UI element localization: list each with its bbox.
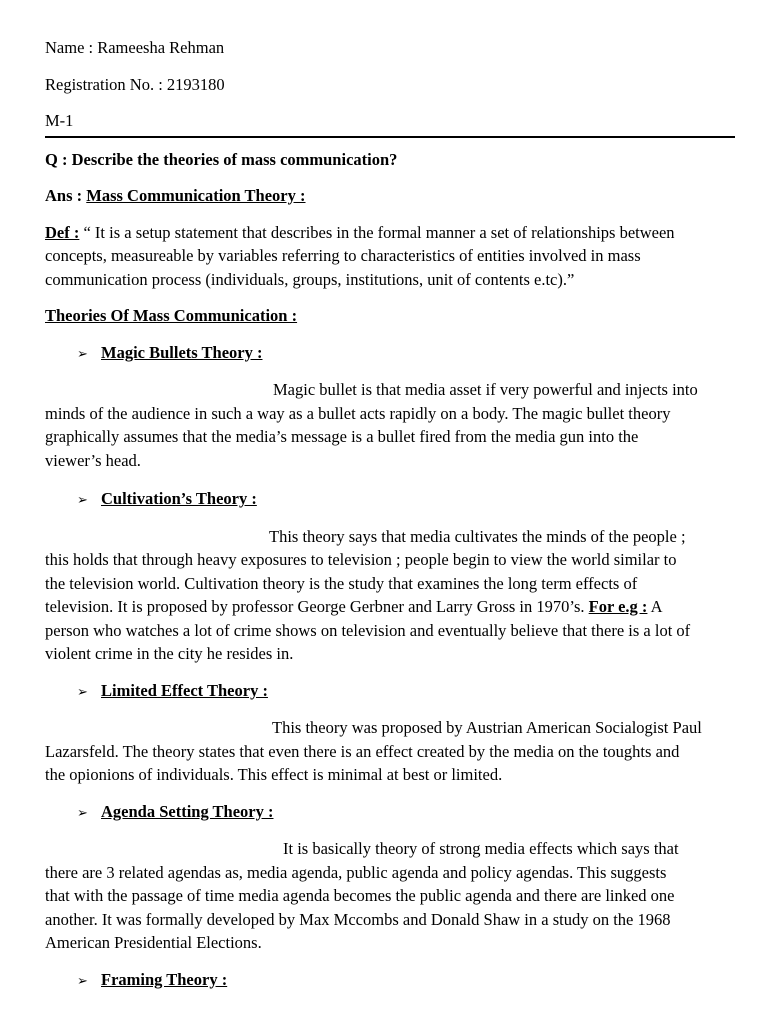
theory-body-agenda-setting (45, 837, 735, 955)
theory-heading-framing (45, 968, 735, 993)
theory-line: that with the passage of time media agenda becomes the public agenda and there are linked one (45, 886, 675, 905)
theory-line: Lazarsfeld. The theory states that even there is an effect created by the media on the toughts and (45, 741, 680, 761)
theory-line: This theory was proposed by Austrian American Socialogist Paul (272, 718, 702, 737)
theory-line: another. It was formally developed by Max Mccombs and Donald Shaw in a study on the 1968 (45, 909, 671, 929)
document-page (45, 36, 735, 992)
registration-number: Registration No. : 2193180 (45, 74, 225, 94)
student-name: Name : Rameesha Rehman (45, 38, 225, 57)
theory-line: the television world. Cultivation theory is the study that examines the long term effects of (45, 573, 638, 593)
arrow-bullet-icon: ➢ (77, 804, 88, 820)
question-heading: Q : Describe the theories of mass communication? (45, 149, 398, 169)
theory-line: American Presidential Elections. (45, 933, 262, 952)
definition-label: Def : (45, 222, 80, 242)
theory-title: Magic Bullets Theory : (101, 342, 263, 362)
theory-heading-cultivation (45, 487, 735, 512)
example-tail: A (647, 597, 663, 616)
theory-line: It is basically theory of strong media effects which says that (283, 839, 679, 858)
theory-line: this holds that through heavy exposures to television ; people begin to view the world similar to (45, 550, 677, 569)
theory-title: Framing Theory : (101, 969, 228, 989)
arrow-bullet-icon: ➢ (77, 345, 88, 361)
arrow-bullet-icon: ➢ (77, 972, 88, 988)
definition-line-2: concepts, measureable by variables referring to characteristics of entities involved in mass (45, 246, 641, 265)
theory-line: Magic bullet is that media asset if very powerful and injects into (273, 380, 698, 399)
theory-title: Agenda Setting Theory : (101, 801, 274, 821)
theory-line: minds of the audience in such a way as a bullet acts rapidly on a body. The magic bullet theory (45, 403, 671, 423)
module-code: M-1 (45, 111, 74, 130)
theory-heading-limited-effect (45, 679, 735, 704)
theory-line: viewer’s head. (45, 450, 141, 470)
theories-heading: Theories Of Mass Communication : (45, 306, 298, 325)
theory-line: person who watches a lot of crime shows on television and eventually believe that there is a lot of (45, 620, 691, 640)
theory-line: television. It is proposed by professor George Gerbner and Larry Gross in 1970’s. (45, 597, 589, 616)
theory-body-cultivation (45, 525, 735, 666)
theory-line: violent crime in the city he resides in. (45, 644, 294, 663)
theory-line: the opionions of individuals. This effect is minimal at best or limited. (45, 765, 503, 784)
example-label: For e.g : (588, 597, 648, 616)
theory-line: there are 3 related agendas as, media agenda, public agenda and policy agendas. This suggests (45, 862, 667, 882)
definition-paragraph (45, 221, 735, 292)
theory-title: Limited Effect Theory : (101, 680, 268, 700)
answer-heading (45, 184, 735, 208)
definition-line-3: communication process (individuals, groups, institutions, unit of contents e.tc).” (45, 269, 575, 289)
answer-prefix: Ans : (45, 186, 87, 205)
definition-line-1: “ It is a setup statement that describes in the formal manner a set of relationships between (79, 222, 675, 242)
answer-title: Mass Communication Theory : (86, 186, 306, 205)
theory-heading-magic-bullets (45, 341, 735, 366)
theory-body-magic-bullets (45, 378, 735, 472)
arrow-bullet-icon: ➢ (77, 683, 88, 699)
theory-body-limited-effect (45, 716, 735, 787)
theory-heading-agenda-setting (45, 800, 735, 825)
theory-line: graphically assumes that the media’s message is a bullet fired from the media gun into the (45, 427, 639, 446)
theory-line: This theory says that media cultivates the minds of the people ; (269, 526, 686, 546)
theory-line-with-example (45, 595, 735, 619)
theory-title: Cultivation’s Theory : (101, 489, 257, 508)
arrow-bullet-icon: ➢ (77, 492, 88, 507)
